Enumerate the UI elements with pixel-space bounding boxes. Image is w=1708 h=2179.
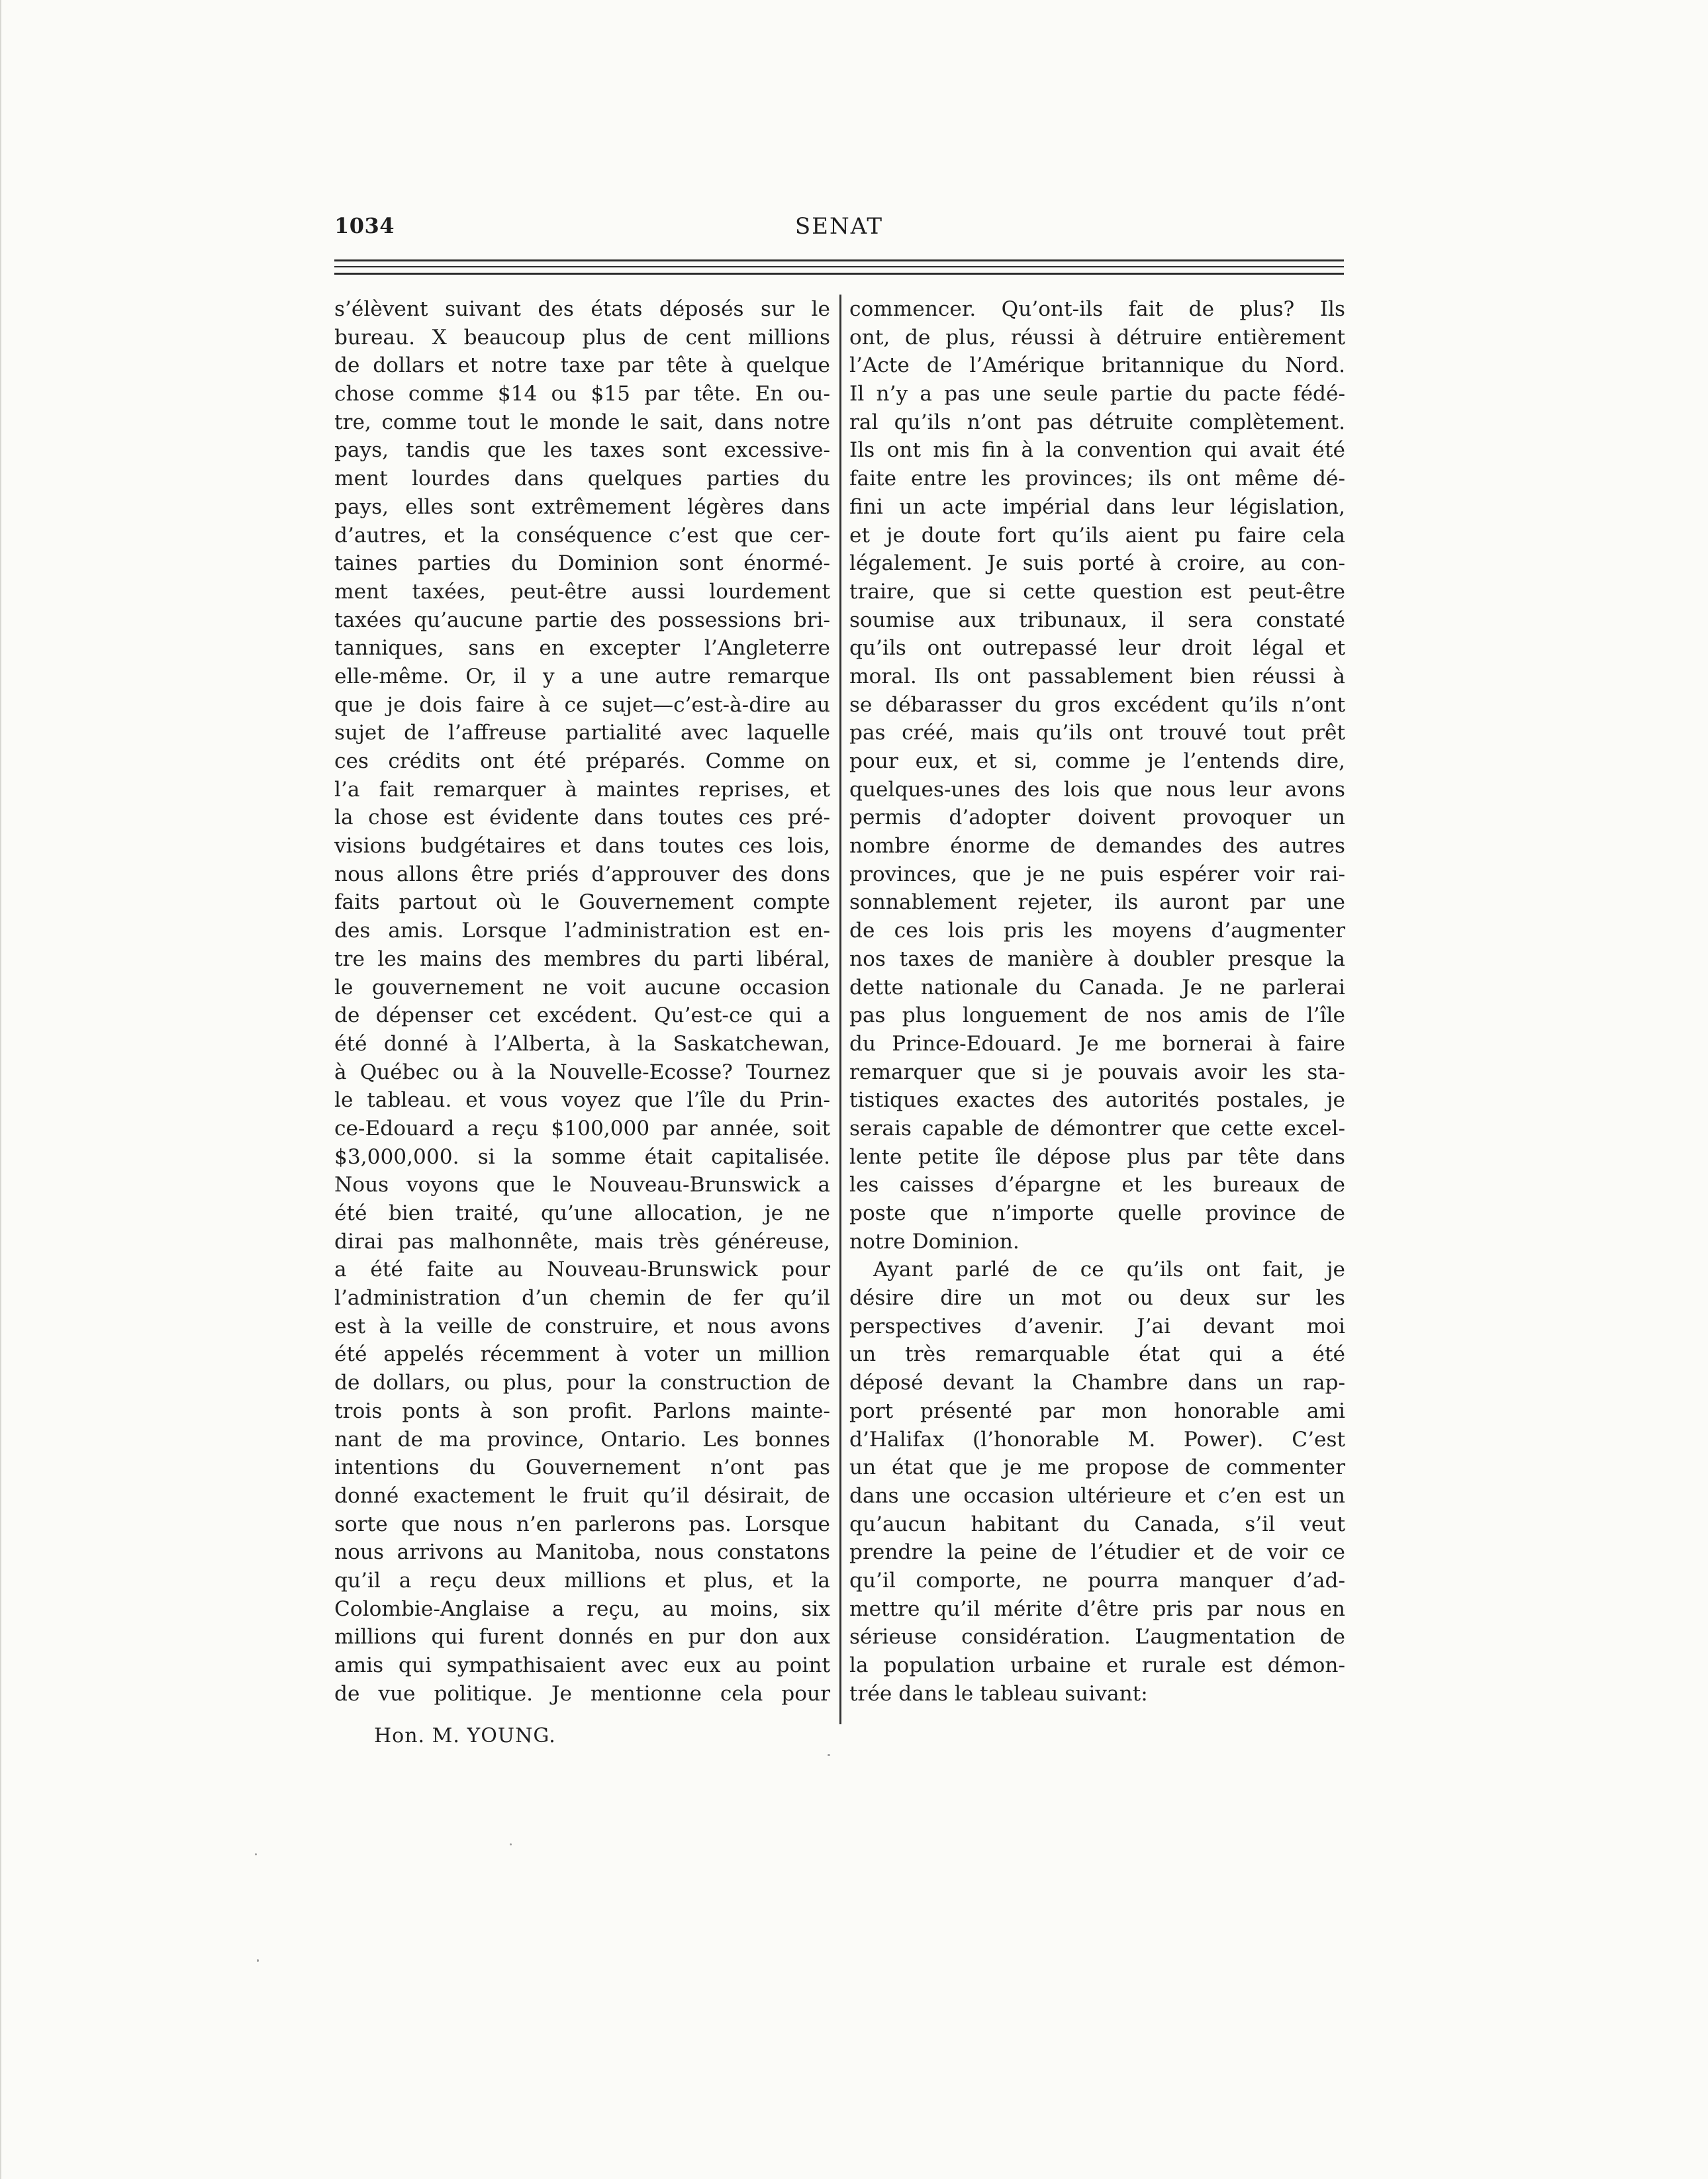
- text-line: pour eux, et si, comme je l’entends dire,: [849, 749, 1345, 773]
- text-line: bureau. X beaucoup plus de cent millions: [334, 325, 830, 349]
- text-line: de dollars, ou plus, pour la construction de: [334, 1371, 830, 1395]
- text-line: l’a fait remarquer à maintes reprises, et: [334, 777, 830, 802]
- text-line: soumise aux tribunaux, il sera constaté: [849, 608, 1345, 632]
- text-line: elle-même. Or, il y a une autre remarque: [334, 664, 830, 688]
- text-line: sorte que nous n’en parlerons pas. Lorsque: [334, 1512, 830, 1536]
- text-line: faits partout où le Gouvernement compte: [334, 890, 830, 915]
- scan-speck: [257, 1959, 259, 1962]
- text-line: se débarasser du gros excédent qu’ils n’ont: [849, 692, 1345, 717]
- text-line: permis d’adopter doivent provoquer un: [849, 806, 1345, 830]
- text-line: $3,000,000. si la somme était capitalisée.: [334, 1144, 830, 1169]
- text-line: pays, elles sont extrêmement légères dans: [334, 494, 830, 519]
- text-line: qu’il a reçu deux millions et plus, et la: [334, 1568, 830, 1593]
- text-line: de ces lois pris les moyens d’augmenter: [849, 919, 1345, 943]
- text-line: des amis. Lorsque l’administration est en-: [334, 919, 830, 943]
- text-line: lente petite île dépose plus par tête dans: [849, 1144, 1345, 1169]
- text-line: port présenté par mon honorable ami: [849, 1399, 1345, 1423]
- page-header: [334, 213, 1344, 246]
- text-line: provinces, que je ne puis espérer voir rai-: [849, 862, 1345, 886]
- text-line: tistiques exactes des autorités postales, je: [849, 1088, 1345, 1113]
- text-line: perspectives d’avenir. J’ai devant moi: [849, 1314, 1345, 1338]
- text-line: nous arrivons au Manitoba, nous constatons: [334, 1540, 830, 1565]
- left-text-column: [334, 295, 830, 1708]
- text-line: le gouvernement ne voit aucune occasion: [334, 975, 830, 999]
- header-rule-bottom: [334, 273, 1344, 275]
- text-line: désire dire un mot ou deux sur les: [849, 1286, 1345, 1311]
- text-line: remarquer que si je pouvais avoir les sta-: [849, 1060, 1345, 1084]
- text-line: Ayant parlé de ce qu’ils ont fait, je: [873, 1258, 1345, 1282]
- text-line: sonnablement rejeter, ils auront par une: [849, 890, 1345, 915]
- text-line: sérieuse considération. L’augmentation de: [849, 1625, 1345, 1649]
- text-line: qu’aucun habitant du Canada, s’il veut: [849, 1512, 1345, 1536]
- text-line: ment taxées, peut-être aussi lourdement: [334, 579, 830, 604]
- text-line: ment lourdes dans quelques parties du: [334, 467, 830, 491]
- text-line: un état que je me propose de commenter: [849, 1456, 1345, 1480]
- text-line: chose comme $14 ou $15 par tête. En ou-: [334, 382, 830, 406]
- text-line: fini un acte impérial dans leur législation,: [849, 494, 1345, 519]
- text-line: de dollars et notre taxe par tête à quelque: [334, 353, 830, 378]
- text-line: qu’il comporte, ne pourra manquer d’ad-: [849, 1568, 1345, 1593]
- text-line: nant de ma province, Ontario. Les bonnes: [334, 1427, 830, 1452]
- text-line: été appelés récemment à voter un million: [334, 1342, 830, 1367]
- text-line: de vue politique. Je mentionne cela pour: [334, 1681, 830, 1706]
- text-line: tre les mains des membres du parti libéral,: [334, 947, 830, 971]
- text-line: l’administration d’un chemin de fer qu’il: [334, 1286, 830, 1311]
- text-line: serais capable de démontrer que cette excel-: [849, 1116, 1345, 1140]
- text-line: ont, de plus, réussi à détruire entièrement: [849, 325, 1345, 349]
- text-line: pas plus longuement de nos amis de l’île: [849, 1003, 1345, 1028]
- text-line: taxées qu’aucune partie des possessions bri-: [334, 608, 830, 632]
- text-line: millions qui furent donnés en pur don aux: [334, 1625, 830, 1649]
- text-line: ral qu’ils n’ont pas détruite complètement.: [849, 410, 1345, 434]
- text-line: taines parties du Dominion sont énormé-: [334, 551, 830, 576]
- right-text-column: [849, 295, 1345, 1708]
- text-line: d’Halifax (l’honorable M. Power). C’est: [849, 1427, 1345, 1452]
- text-line: de dépenser cet excédent. Qu’est-ce qui a: [334, 1003, 830, 1028]
- text-line: a été faite au Nouveau-Brunswick pour: [334, 1258, 830, 1282]
- header-rule-middle: [334, 266, 1344, 267]
- page-number: 1034: [334, 213, 395, 238]
- text-line: les caisses d’épargne et les bureaux de: [849, 1173, 1345, 1197]
- text-line: moral. Ils ont passablement bien réussi à: [849, 664, 1345, 688]
- text-line: pays, tandis que les taxes sont excessive-: [334, 438, 830, 463]
- text-line: dans une occasion ultérieure et c’en est un: [849, 1483, 1345, 1508]
- scan-speck: [510, 1843, 512, 1845]
- text-line: nombre énorme de demandes des autres: [849, 834, 1345, 858]
- text-line: trée dans le tableau suivant:: [849, 1681, 1148, 1706]
- text-line: l’Acte de l’Amérique britannique du Nord.: [849, 353, 1345, 378]
- section-title: SENAT: [794, 213, 884, 240]
- text-line: que je dois faire à ce sujet—c’est-à-dire au: [334, 692, 830, 717]
- text-line: dette nationale du Canada. Je ne parlerai: [849, 975, 1345, 999]
- text-line: amis qui sympathisaient avec eux au point: [334, 1653, 830, 1677]
- text-line: et je doute fort qu’ils aient pu faire cela: [849, 523, 1345, 547]
- text-line: Ils ont mis fin à la convention qui avait été: [849, 438, 1345, 463]
- text-line: ces crédits ont été préparés. Comme on: [334, 749, 830, 773]
- text-line: la chose est évidente dans toutes ces pré-: [334, 806, 830, 830]
- text-line: est à la veille de construire, et nous avons: [334, 1314, 830, 1338]
- text-line: qu’ils ont outrepassé leur droit légal et: [849, 636, 1345, 661]
- text-line: quelques-unes des lois que nous leur avons: [849, 777, 1345, 802]
- text-line: prendre la peine de l’étudier et de voir ce: [849, 1540, 1345, 1565]
- text-line: intentions du Gouvernement n’ont pas: [334, 1456, 830, 1480]
- text-line: été donné à l’Alberta, à la Saskatchewan,: [334, 1031, 830, 1056]
- text-line: trois ponts à son profit. Parlons mainte-: [334, 1399, 830, 1423]
- text-line: un très remarquable état qui a été: [849, 1342, 1345, 1367]
- text-line: du Prince-Edouard. Je me bornerai à faire: [849, 1031, 1345, 1056]
- text-line: tanniques, sans en excepter l’Angleterre: [334, 636, 830, 661]
- text-line: nos taxes de manière à doubler presque la: [849, 947, 1345, 971]
- scan-speck: [255, 1853, 257, 1855]
- text-line: pas créé, mais qu’ils ont trouvé tout prêt: [849, 721, 1345, 745]
- text-line: ce-Edouard a reçu $100,000 par année, soit: [334, 1116, 830, 1140]
- text-line: la population urbaine et rurale est démon-: [849, 1653, 1345, 1677]
- text-line: visions budgétaires et dans toutes ces lois,: [334, 834, 830, 858]
- text-line: donné exactement le fruit qu’il désirait, de: [334, 1483, 830, 1508]
- text-line: nous allons être priés d’approuver des dons: [334, 862, 830, 886]
- text-line: d’autres, et la conséquence c’est que cer-: [334, 523, 830, 547]
- text-line: sujet de l’affreuse partialité avec laquelle: [334, 721, 830, 745]
- column-divider: [839, 295, 841, 1724]
- text-line: le tableau. et vous voyez que l’île du Prin-: [334, 1088, 830, 1113]
- header-rule-top: [334, 259, 1344, 261]
- text-line: déposé devant la Chambre dans un rap-: [849, 1371, 1345, 1395]
- text-line: mettre qu’il mérite d’être pris par nous en: [849, 1597, 1345, 1621]
- text-line: à Québec ou à la Nouvelle-Ecosse? Tournez: [334, 1060, 830, 1084]
- text-line: commencer. Qu’ont-ils fait de plus? Ils: [849, 297, 1345, 321]
- text-line: notre Dominion.: [849, 1229, 1020, 1254]
- speaker-signature: Hon. M. YOUNG.: [374, 1724, 556, 1747]
- text-line: Il n’y a pas une seule partie du pacte fédé-: [849, 382, 1345, 406]
- text-line: été bien traité, qu’une allocation, je ne: [334, 1201, 830, 1225]
- text-line: faite entre les provinces; ils ont même dé-: [849, 467, 1345, 491]
- text-line: poste que n’importe quelle province de: [849, 1201, 1345, 1225]
- text-line: dirai pas malhonnête, mais très généreuse,: [334, 1229, 830, 1254]
- text-line: Nous voyons que le Nouveau-Brunswick a: [334, 1173, 830, 1197]
- text-line: légalement. Je suis porté à croire, au con-: [849, 551, 1345, 576]
- text-line: tre, comme tout le monde le sait, dans notre: [334, 410, 830, 434]
- text-line: traire, que si cette question est peut-être: [849, 579, 1345, 604]
- scan-speck: [828, 1754, 830, 1756]
- text-line: s’élèvent suivant des états déposés sur le: [334, 297, 830, 321]
- text-line: Colombie-Anglaise a reçu, au moins, six: [334, 1597, 830, 1621]
